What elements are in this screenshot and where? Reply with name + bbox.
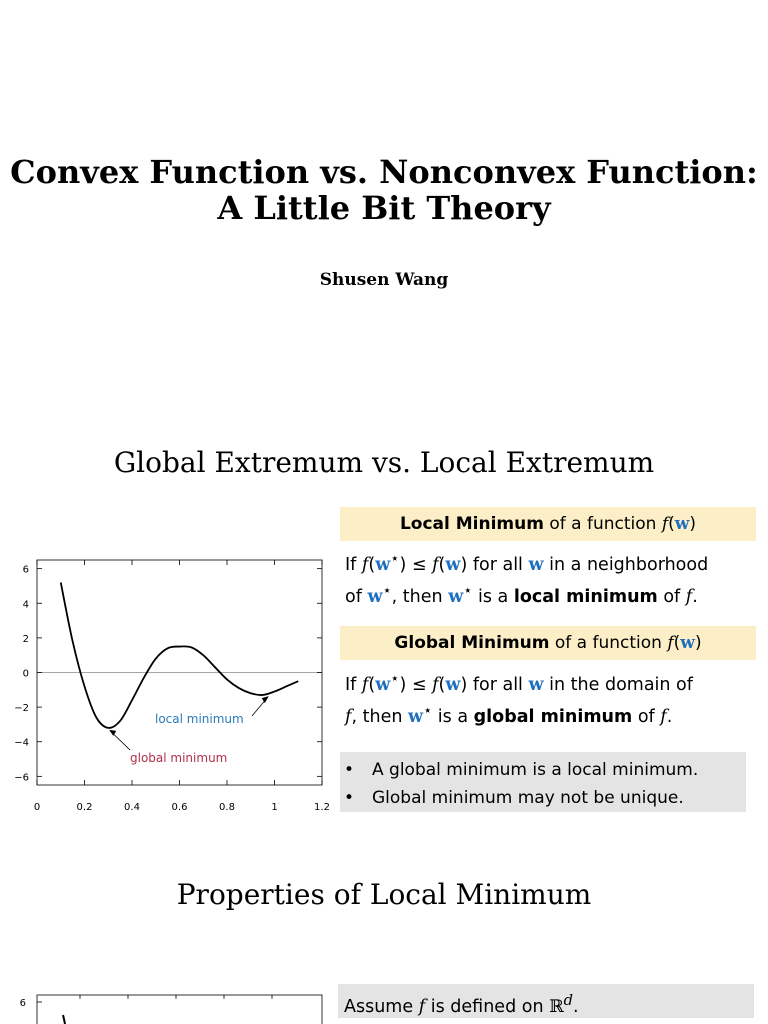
- plot-frame: [37, 995, 322, 1024]
- text: .: [573, 996, 579, 1017]
- section-heading-extremum: Global Extremum vs. Local Extremum: [113, 446, 655, 479]
- text: in the domain of: [549, 674, 693, 695]
- text: for all: [472, 554, 523, 575]
- bullet-box: [340, 752, 746, 812]
- text: is a: [477, 586, 509, 607]
- w-symbol: w: [674, 514, 690, 534]
- local-arrow-head: [262, 696, 269, 703]
- y-tick-label: 4: [22, 599, 29, 611]
- text: is a: [437, 706, 469, 727]
- f-symbol: f: [661, 514, 669, 534]
- text: , then: [391, 586, 443, 607]
- curve-start: [63, 1015, 65, 1024]
- global-minimum-bold: global minimum: [473, 706, 633, 727]
- local-minimum-box: Local Minimum of a function f(w): [340, 507, 756, 541]
- assume-box: [338, 984, 754, 1018]
- f-symbol: f: [418, 996, 426, 1017]
- y-tick-label: 6: [22, 564, 29, 576]
- y-tick-label: 6: [19, 998, 26, 1009]
- global-box-text: of a function: [554, 633, 662, 653]
- x-tick-label: 1: [271, 802, 278, 813]
- text: is defined on: [430, 996, 544, 1017]
- x-tick-label: 0.8: [219, 802, 235, 813]
- y-tick-label: −4: [14, 737, 29, 749]
- section-heading-properties: Properties of Local Minimum: [176, 878, 592, 911]
- local-minimum-term: Local Minimum: [399, 514, 544, 534]
- w-symbol: w: [680, 633, 695, 653]
- text: of: [345, 586, 362, 607]
- x-tick-label: 0.6: [171, 802, 188, 813]
- author-name: Shusen Wang: [319, 270, 449, 290]
- y-tick-label: 2: [22, 633, 29, 645]
- local-minimum-label: local minimum: [155, 712, 244, 726]
- function-plot: [0, 550, 340, 820]
- text: of: [663, 586, 681, 607]
- x-tick-label: 0: [33, 802, 41, 813]
- x-tick-label: 0.2: [76, 802, 93, 813]
- bullet-item: • Global minimum may not be unique.: [372, 784, 746, 812]
- y-tick-label: −2: [14, 703, 29, 715]
- global-minimum-term: Global Minimum: [394, 633, 550, 653]
- text: for all: [472, 674, 523, 695]
- text: If: [345, 554, 357, 575]
- local-box-text: of a function: [549, 514, 657, 534]
- text: of: [637, 706, 655, 727]
- real-symbol: ℝ: [549, 996, 564, 1017]
- title-line-2: A Little Bit Theory: [217, 189, 551, 227]
- title-line-1: Convex Function vs. Nonconvex Function:: [10, 153, 758, 191]
- f-symbol: f: [667, 633, 674, 653]
- text: If: [345, 674, 357, 695]
- second-plot-partial: [0, 985, 340, 1024]
- global-minimum-definition: If f(w⋆) ≤ f(w) for all w in the domain of f, then w⋆ is a global minimum of f.: [345, 670, 693, 727]
- x-tick-label: 1.2: [314, 802, 330, 813]
- y-tick-label: −6: [14, 772, 29, 784]
- global-arrow-head: [109, 730, 116, 736]
- text: in a neighborhood: [549, 554, 709, 575]
- dimension-symbol: d: [563, 992, 574, 1009]
- y-tick-label: 0: [22, 668, 29, 680]
- text: , then: [351, 706, 403, 727]
- local-minimum-definition: If f(w⋆) ≤ f(w) for all w in a neighborhood of w⋆, then w⋆ is a local minimum of f.: [345, 550, 709, 607]
- function-curve: [61, 583, 299, 728]
- bullet-item: • A global minimum is a local minimum.: [372, 756, 746, 784]
- x-tick-label: 0.4: [124, 802, 140, 813]
- local-minimum-bold: local minimum: [513, 586, 658, 607]
- text: Assume: [344, 996, 414, 1017]
- global-minimum-box: Global Minimum of a function f(w): [340, 626, 756, 660]
- global-minimum-label: global minimum: [130, 751, 228, 765]
